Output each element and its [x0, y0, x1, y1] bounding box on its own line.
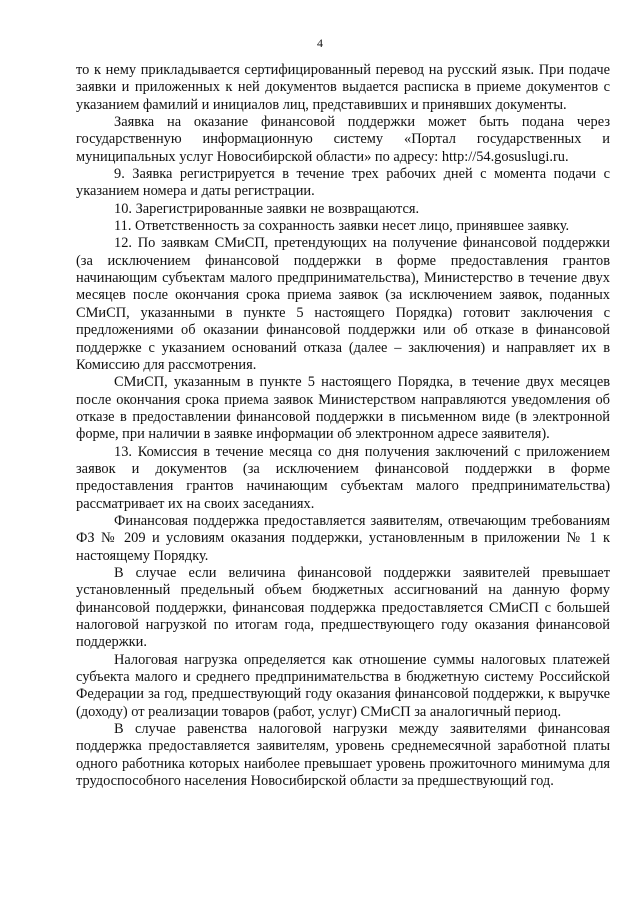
paragraph-support-requirements: Финансовая поддержка предоставляется заявителям, отвечающим требованиям ФЗ № 209 и условиям оказания поддержки, установленным в приложении № 1 к настоящему Порядку.	[76, 512, 610, 564]
paragraph-tax-burden: Налоговая нагрузка определяется как отношение суммы налоговых платежей субъекта малого и среднего предпринимательства в бюджетную систему Российской Федерации за год, предшествующий году оказания финансовой поддержки, к выручке (доходу) от реализации товаров (работ, услуг) СМиСП за аналогичный период.	[76, 651, 610, 720]
paragraph-item-10: 10. Зарегистрированные заявки не возвращаются.	[114, 200, 420, 217]
paragraph-item-9: 9. Заявка регистрируется в течение трех рабочих дней с момента подачи с указанием номера и даты регистрации.	[76, 166, 610, 200]
document-body	[76, 62, 610, 790]
paragraph-continuation: то к нему прикладывается сертифицированный перевод на русский язык. При подаче заявки и приложенных к ней документов выдается расписка в приеме документов с указанием фамилий и инициалов лиц, представивших и принявших документы.	[76, 62, 610, 113]
paragraph-portal-submission: Заявка на оказание финансовой поддержки может быть подана через государственную информационную систему «Портал государственных и муниципальных услуг Новосибирской области» по адресу: http://54.gosuslugi.ru.	[76, 114, 610, 165]
paragraph-budget-limit: В случае если величина финансовой поддержки заявителей превышает установленный предельный объем бюджетных ассигнований на данную форму финансовой поддержки, финансовая поддержка предоставляется СМиСП с большей налоговой нагрузкой по итогам года, предшествующего году оказания финансовой поддержки.	[76, 564, 610, 651]
paragraph-item-12: 12. По заявкам СМиСП, претендующих на получение финансовой поддержки (за исключением финансовой поддержки в форме предоставления грантов начинающим субъектам малого предпринимательства), Министерство в течение двух месяцев после окончания срока приема заявок (за исключением заявок, поданных СМиСП, указанными в пункте 5 настоящего Порядка) готовит заключения с предложениями об оказании финансовой поддержки или об отказе в финансовой поддержке с указанием оснований отказа (далее – заключения) и направляет их в Комиссию для рассмотрения.	[76, 235, 610, 373]
page-number: 4	[317, 36, 323, 50]
paragraph-equal-tax-burden: В случае равенства налоговой нагрузки между заявителями финансовая поддержка предоставляется заявителям, уровень среднемесячной заработной платы одного работника которых наиболее превышает уровень прожиточного минимума для трудоспособного населения Новосибирской области за предшествующий год.	[76, 721, 610, 790]
paragraph-item-11: 11. Ответственность за сохранность заявки несет лицо, принявшее заявку.	[114, 218, 570, 235]
paragraph-item-13: 13. Комиссия в течение месяца со дня получения заключений с приложением заявок и документов (за исключением финансовой поддержки в форме предоставления грантов начинающим субъектам малого предпринимательства) рассматривает их на своих заседаниях.	[76, 443, 610, 512]
paragraph-item-12-notice: СМиСП, указанным в пункте 5 настоящего Порядка, в течение двух месяцев после окончания срока приема заявок Министерством направляются уведомления об отказе в предоставлении финансовой поддержки в письменном виде (в электронной форме, при наличии в заявке информации об электронном адресе заявителя).	[76, 374, 610, 443]
